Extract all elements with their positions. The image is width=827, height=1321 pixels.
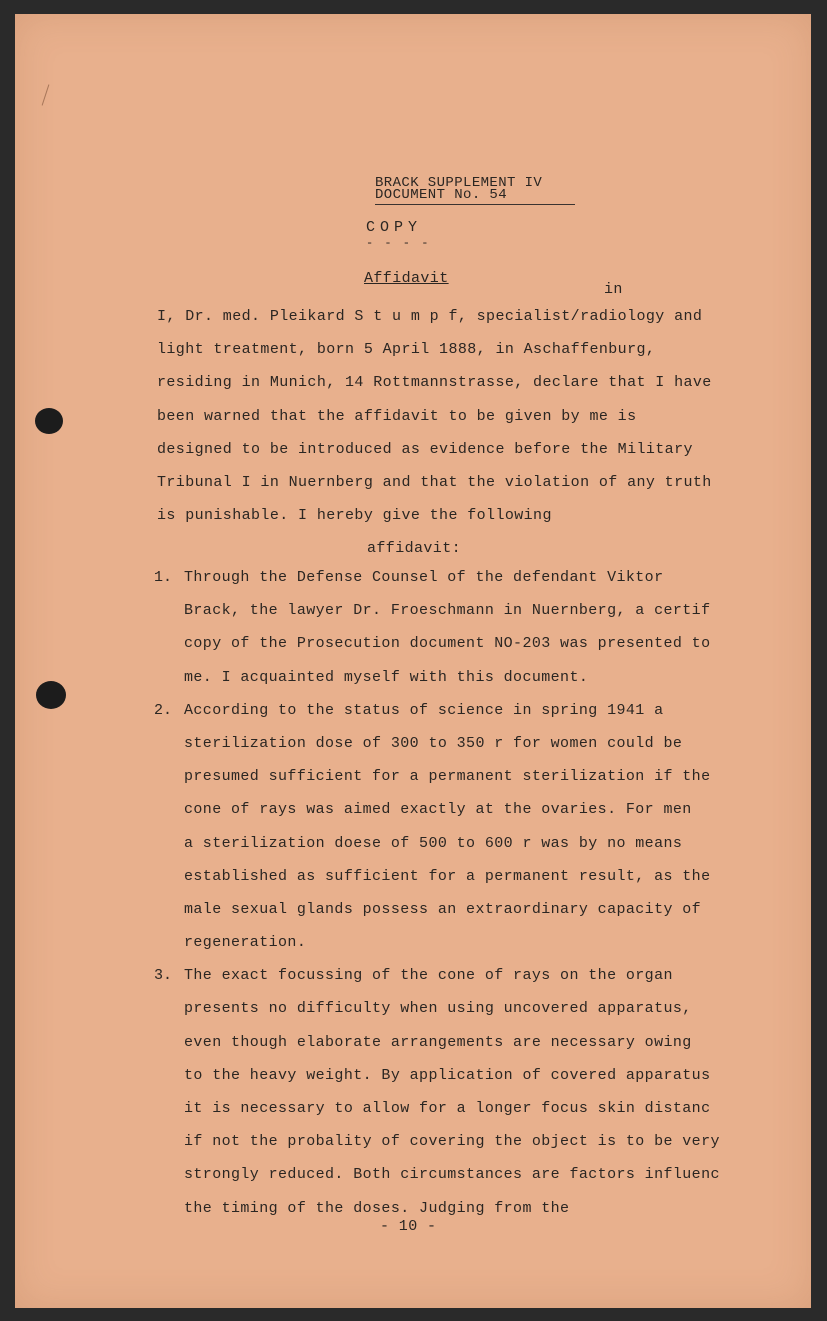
header-supplement: BRACK SUPPLEMENT IV [375,175,543,191]
text-line: presumed sufficient for a permanent sterilization if the [184,768,711,786]
text-line: been warned that the affidavit to be given by me is [157,407,637,425]
text-line: presents no difficulty when using uncovered apparatus, [184,1000,692,1018]
page-number: - 10 - [380,1218,437,1235]
statement-item [154,694,794,960]
handwritten-insert: in [604,281,623,298]
affidavit-heading: affidavit: [367,540,462,558]
text-line: is punishable. I hereby give the following [157,507,552,525]
text-line: strongly reduced. Both circumstances are factors influenc [184,1166,720,1184]
text-line: if not the probality of covering the object is to be very [184,1133,720,1151]
item-number: 1. [154,569,173,586]
text-line: regeneration. [184,934,307,952]
statement-item [154,959,794,1225]
copy-label: COPY [366,219,423,236]
intro-paragraph [157,300,787,566]
text-line: designed to be introduced as evidence before the Military [157,440,693,458]
text-line: me. I acquainted myself with this document. [184,668,589,686]
punch-hole [35,408,63,434]
item-number: 2. [154,701,173,719]
text-line: residing in Munich, 14 Rottmannstrasse, declare that I have [157,374,712,392]
header-underline [375,204,575,205]
text-line: male sexual glands possess an extraordinary capacity of [184,900,702,918]
document-title: Affidavit [364,270,449,287]
text-line: Through the Defense Counsel of the defendant Viktor [184,569,664,586]
text-line: sterilization dose of 300 to 350 r for women could be [184,734,683,752]
text-line: even though elaborate arrangements are necessary owing [184,1033,692,1051]
paper-mark [42,84,50,105]
item-number: 3. [154,967,173,985]
header-document-number: DOCUMENT No. 54 [375,187,508,203]
text-line: Tribunal I in Nuernberg and that the violation of any truth [157,473,712,491]
text-line: cone of rays was aimed exactly at the ovaries. For men [184,801,692,819]
statement-item [154,561,794,694]
text-line: a sterilization doese of 500 to 600 r was by no means [184,834,683,852]
copy-underline-dashes: - - - - [366,236,431,250]
text-line: copy of the Prosecution document NO-203 was presented to [184,635,711,653]
text-line: it is necessary to allow for a longer focus skin distanc [184,1100,711,1117]
text-line: According to the status of science in spring 1941 a [184,701,664,719]
text-line: established as sufficient for a permanent result, as the [184,867,711,885]
punch-hole [36,681,66,709]
text-line: light treatment, born 5 April 1888, in Aschaffenburg, [157,341,656,359]
text-line: the timing of the doses. Judging from the [184,1199,570,1217]
numbered-statements [154,561,794,1225]
text-line: Brack, the lawyer Dr. Froeschmann in Nuernberg, a certif [184,602,711,620]
text-line: I, Dr. med. Pleikard S t u m p f, specialist/radiology and [157,308,703,325]
text-line: to the heavy weight. By application of covered apparatus [184,1066,711,1084]
text-line: The exact focussing of the cone of rays on the organ [184,967,673,985]
